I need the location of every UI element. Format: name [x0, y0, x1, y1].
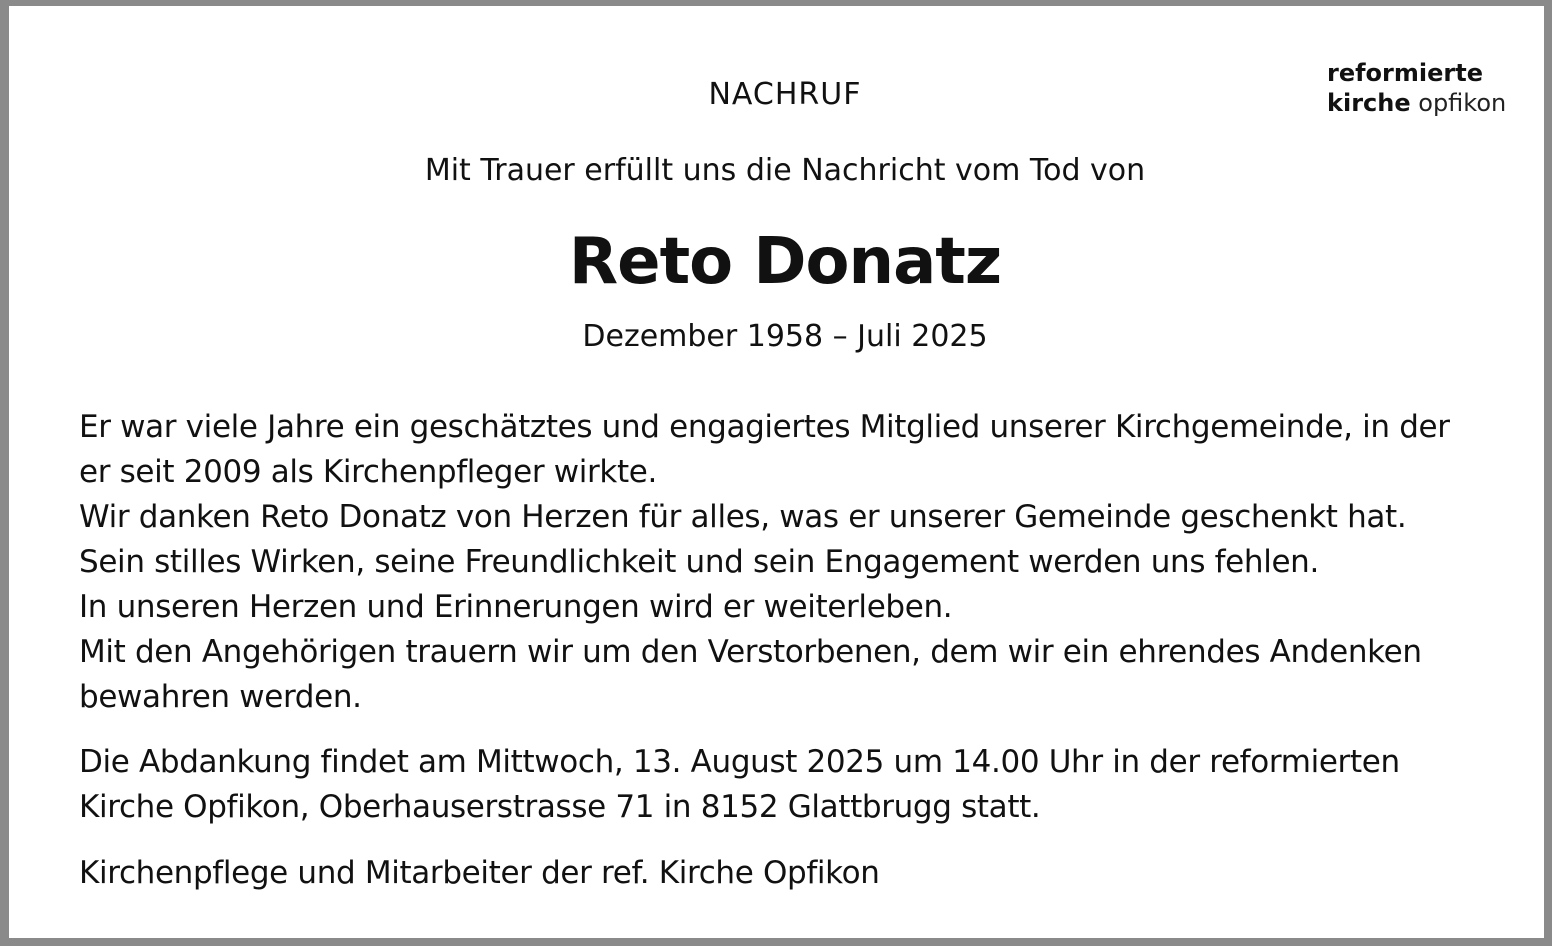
funeral-info-line: Die Abdankung findet am Mittwoch, 13. August 2025 um 14.00 Uhr in der reformierten [79, 744, 1400, 780]
logo-line-reformierte: reformierte [1327, 59, 1483, 87]
life-dates: Dezember 1958 – Juli 2025 [582, 319, 988, 354]
tribute-line: Er war viele Jahre ein geschätztes und engagiertes Mitglied unserer Kirchgemeinde, in der [79, 409, 1450, 445]
logo-word-kirche: kirche [1327, 89, 1411, 117]
tribute-line: Mit den Angehörigen trauern wir um den Verstorbenen, dem wir ein ehrendes Andenken [79, 634, 1422, 670]
logo-word-opfikon: opfikon [1418, 89, 1507, 117]
funeral-info-paragraph [79, 740, 1524, 830]
deceased-name: Reto Donatz [568, 225, 1002, 299]
funeral-info-line: Kirche Opfikon, Oberhauserstrasse 71 in 8152 Glattbrugg statt. [79, 789, 1041, 825]
notice-heading: NACHRUF [708, 77, 862, 112]
tribute-line: Sein stilles Wirken, seine Freundlichkeit und sein Engagement werden uns fehlen. [79, 544, 1319, 580]
tribute-paragraph [79, 405, 1524, 720]
tribute-line: bewahren werden. [79, 679, 362, 715]
tribute-line: Wir danken Reto Donatz von Herzen für alles, was er unserer Gemeinde geschenkt hat. [79, 499, 1407, 535]
signature: Kirchenpflege und Mitarbeiter der ref. Kirche Opfikon [79, 855, 880, 891]
tribute-line: er seit 2009 als Kirchenpfleger wirkte. [79, 454, 658, 490]
tribute-line: In unseren Herzen und Erinnerungen wird er weiterleben. [79, 589, 953, 625]
notice-intro: Mit Trauer erfüllt uns die Nachricht vom Tod von [424, 153, 1146, 188]
